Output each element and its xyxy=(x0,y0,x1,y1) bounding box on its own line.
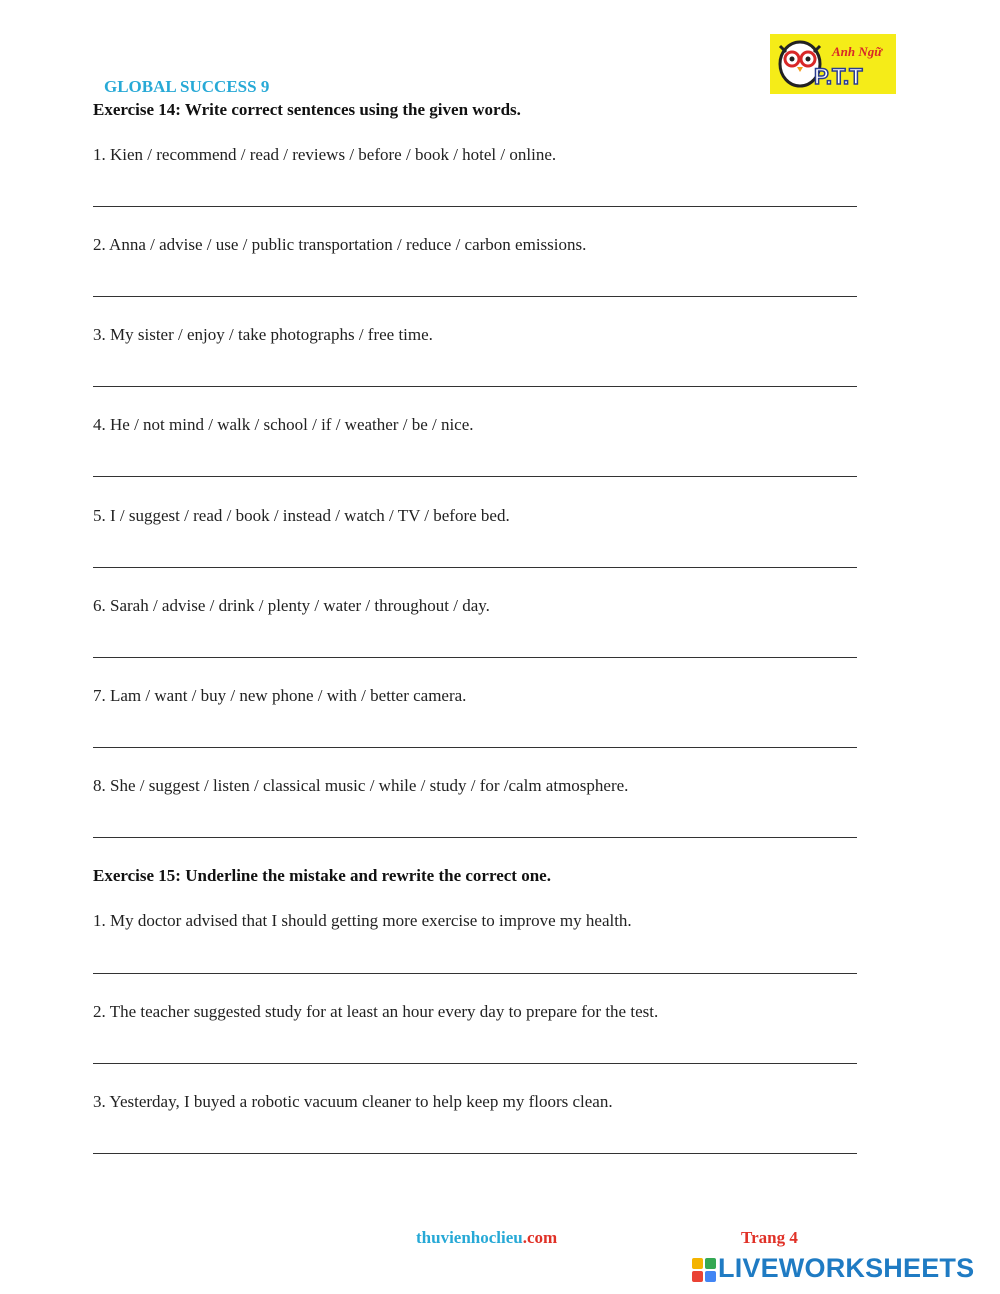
ex14-question-3: 3. My sister / enjoy / take photographs / free time. xyxy=(93,325,433,344)
ex14-answer-line-5[interactable] xyxy=(93,567,857,568)
ex14-answer-line-2[interactable] xyxy=(93,296,857,297)
ex14-question-5: 5. I / suggest / read / book / instead / watch / TV / before bed. xyxy=(93,506,510,525)
liveworksheets-logo-icon xyxy=(692,1258,716,1282)
owl-icon xyxy=(770,34,896,94)
ex15-question-1: 1. My doctor advised that I should getting more exercise to improve my health. xyxy=(93,911,632,930)
ex15-answer-line-2[interactable] xyxy=(93,1063,857,1064)
ptt-logo xyxy=(770,34,896,94)
ex14-answer-line-3[interactable] xyxy=(93,386,857,387)
svg-text:Anh Ngữ: Anh Ngữ xyxy=(832,44,883,59)
ex14-question-6: 6. Sarah / advise / drink / plenty / water / throughout / day. xyxy=(93,596,490,615)
exercise-15-heading: Exercise 15: Underline the mistake and rewrite the correct one. xyxy=(93,866,551,885)
ex15-question-3: 3. Yesterday, I buyed a robotic vacuum cleaner to help keep my floors clean. xyxy=(93,1092,613,1111)
footer-site-link[interactable] xyxy=(416,1228,557,1248)
ex15-answer-line-3[interactable] xyxy=(93,1153,857,1154)
exercise-14-heading: Exercise 14: Write correct sentences using the given words. xyxy=(93,100,521,119)
footer-site-name: thuvienhoclieu xyxy=(416,1228,523,1247)
ex14-question-8: 8. She / suggest / listen / classical music / while / study / for /calm atmosphere. xyxy=(93,776,629,795)
ex14-question-7: 7. Lam / want / buy / new phone / with / better camera. xyxy=(93,686,467,705)
footer-site-tld: .com xyxy=(522,1228,558,1247)
course-title: GLOBAL SUCCESS 9 xyxy=(104,77,270,96)
ex14-question-4: 4. He / not mind / walk / school / if / weather / be / nice. xyxy=(93,415,474,434)
page-number: Trang 4 xyxy=(741,1228,798,1247)
ex14-answer-line-7[interactable] xyxy=(93,747,857,748)
ex15-question-2: 2. The teacher suggested study for at least an hour every day to prepare for the test. xyxy=(93,1002,659,1021)
ex14-answer-line-8[interactable] xyxy=(93,837,857,838)
liveworksheets-brand[interactable]: LIVEWORKSHEETS xyxy=(718,1253,975,1283)
ex14-answer-line-1[interactable] xyxy=(93,206,857,207)
ex15-answer-line-1[interactable] xyxy=(93,973,857,974)
ex14-question-2: 2. Anna / advise / use / public transportation / reduce / carbon emissions. xyxy=(93,235,587,254)
ex14-answer-line-4[interactable] xyxy=(93,476,857,477)
svg-text:P.T.T: P.T.T xyxy=(814,64,863,89)
ex14-question-1: 1. Kien / recommend / read / reviews / before / book / hotel / online. xyxy=(93,145,557,164)
ex14-answer-line-6[interactable] xyxy=(93,657,857,658)
